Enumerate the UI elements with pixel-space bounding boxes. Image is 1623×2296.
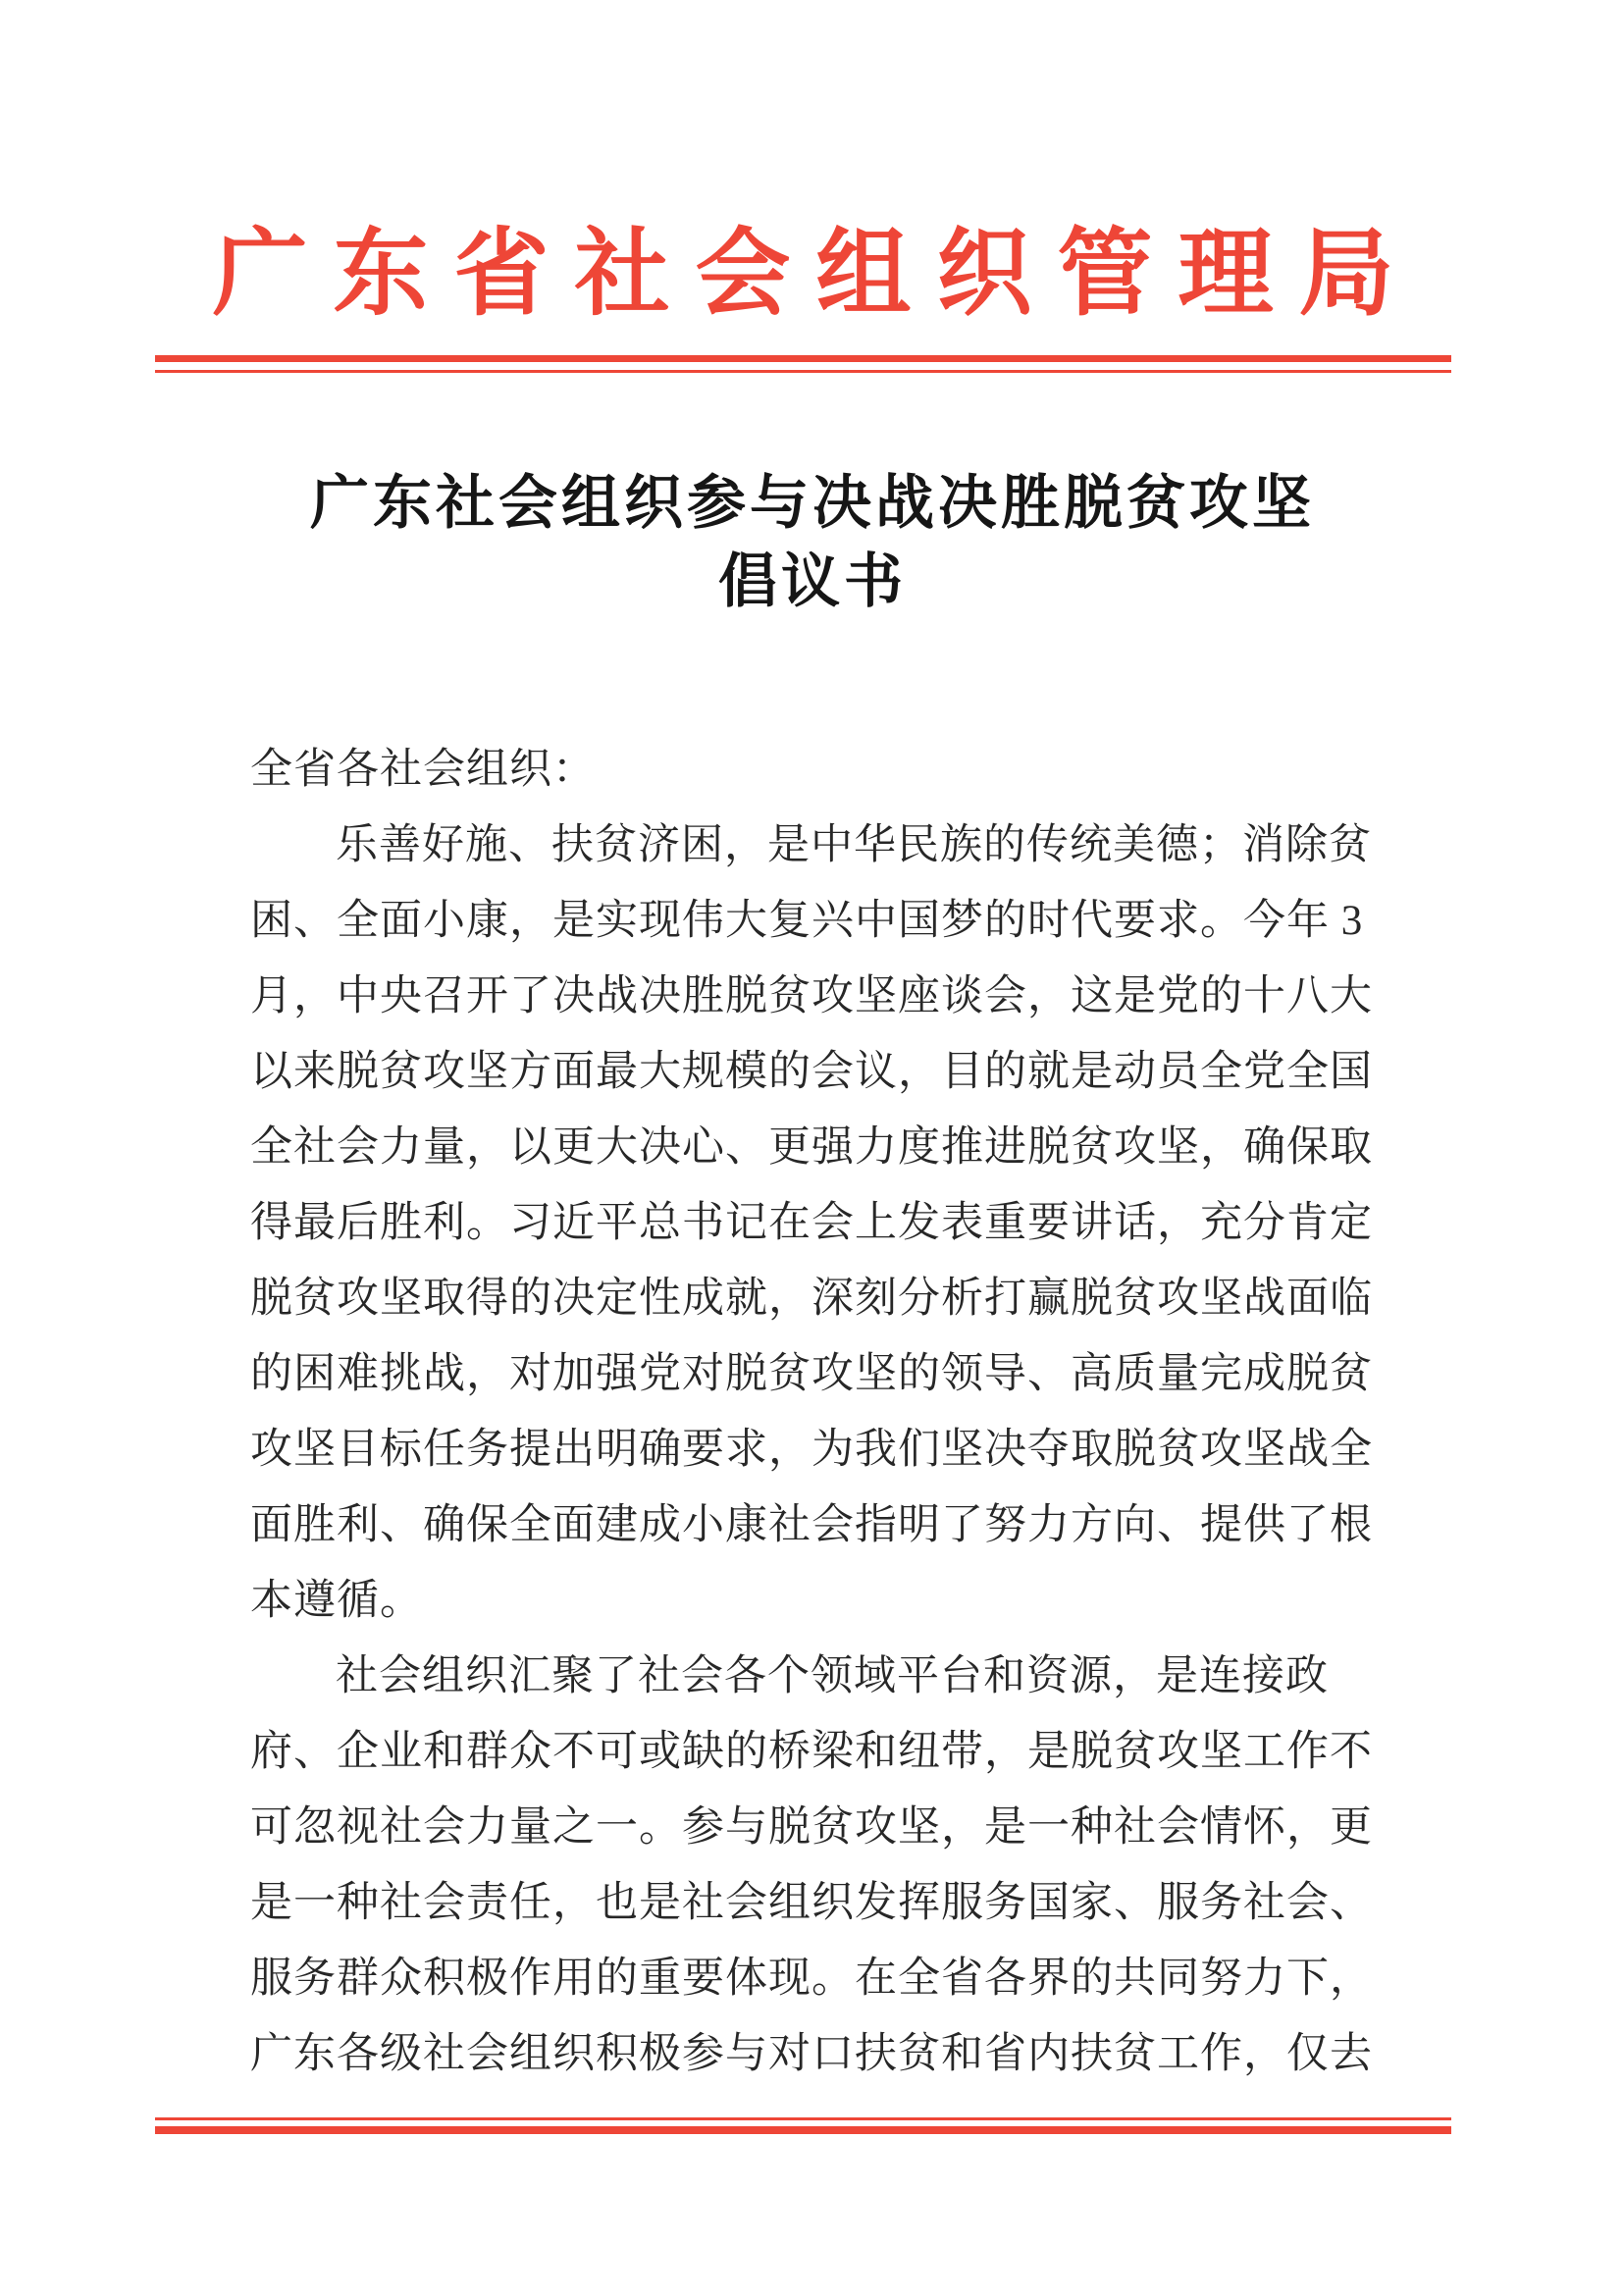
body-line: 面胜利、确保全面建成小康社会指明了努力方向、提供了根 [250,1502,1373,1548]
document-body [250,732,1379,2092]
body-line: 广东各级社会组织积极参与对口扶贫和省内扶贫工作，仅去 [250,2031,1373,2077]
body-line: 全社会力量，以更大决心、更强力度推进脱贫攻坚，确保取 [250,1124,1373,1171]
body-line: 攻坚目标任务提出明确要求，为我们坚决夺取脱贫攻坚战全 [250,1427,1373,1473]
body-line: 府、企业和群众不可或缺的桥梁和纽带，是脱贫攻坚工作不 [250,1729,1373,1775]
body-line: 社会组织汇聚了社会各个领域平台和资源，是连接政 [336,1653,1329,1699]
document-title-line2: 倡议书 [718,549,907,614]
body-line: 得最后胜利。习近平总书记在会上发表重要讲话，充分肯定 [250,1200,1373,1246]
body-line: 是一种社会责任，也是社会组织发挥服务国家、服务社会、 [250,1880,1373,1926]
letterhead-agency-name: 广东省社会组织管理局 [212,222,1420,327]
document-title-line1: 广东社会组织参与决战决胜脱贫攻坚 [310,471,1315,536]
body-line: 乐善好施、扶贫济困，是中华民族的传统美德；消除贫 [336,822,1372,868]
letterhead-rule-thin [155,370,1451,373]
body-line: 的困难挑战，对加强党对脱贫攻坚的领导、高质量完成脱贫 [250,1351,1373,1397]
salutation-line: 全省各社会组织： [250,747,596,793]
body-line: 可忽视社会力量之一。参与脱贫攻坚，是一种社会情怀，更 [250,1804,1373,1851]
body-line: 月，中央召开了决战决胜脱贫攻坚座谈会，这是党的十八大 [250,973,1373,1019]
body-line: 以来脱贫攻坚方面最大规模的会议，目的就是动员全党全国 [250,1049,1373,1095]
body-line: 服务群众积极作用的重要体现。在全省各界的共同努力下， [250,1956,1373,2002]
body-line: 困、全面小康，是实现伟大复兴中国梦的时代要求。今年 3 [250,898,1364,944]
body-line: 脱贫攻坚取得的决定性成就，深刻分析打赢脱贫攻坚战面临 [250,1276,1373,1322]
footer-rule-thin [155,2117,1451,2120]
body-line: 本遵循。 [250,1578,423,1624]
letterhead-rule-thick [155,355,1451,362]
footer-rule-thick [155,2126,1451,2134]
